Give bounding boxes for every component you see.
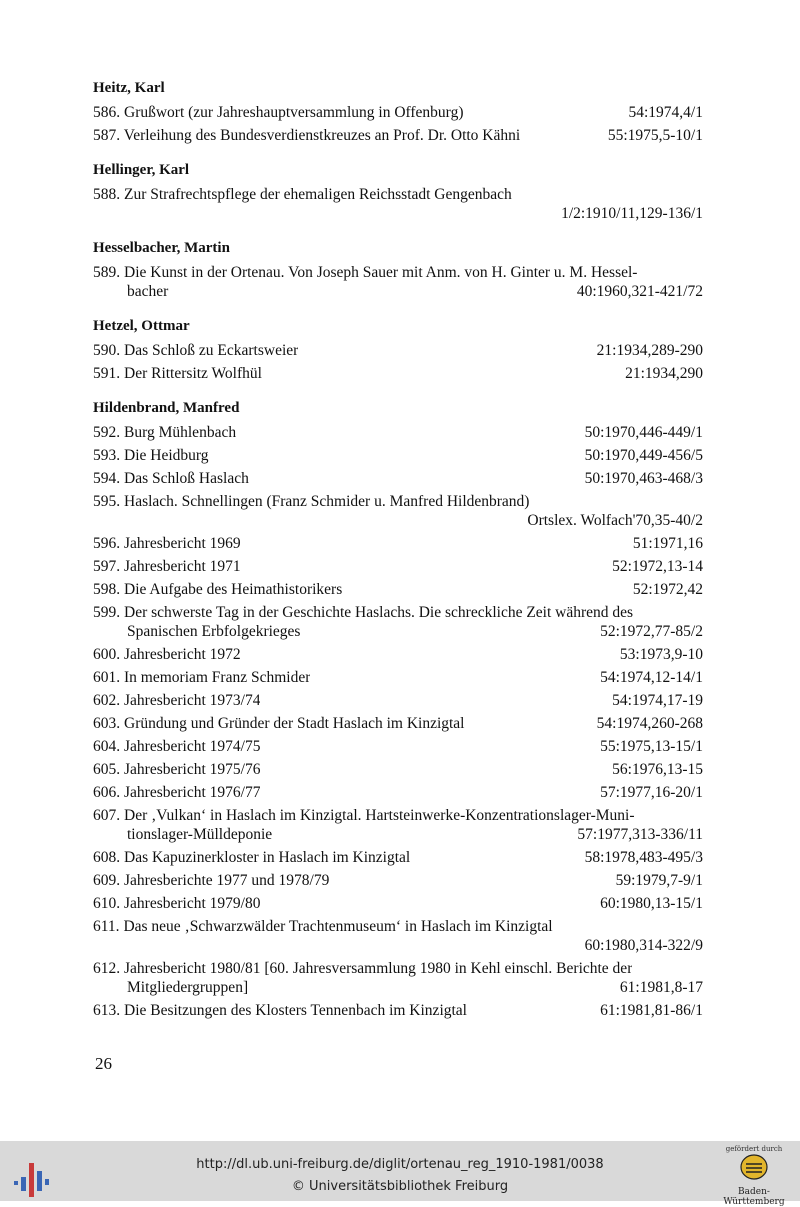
entry-title-text: In memoriam Franz Schmider [124,669,311,686]
entry-reference: 61:1981,81-86/1 [600,1002,703,1019]
bibliography-entry [93,124,703,147]
entry-reference: 57:1977,16-20/1 [600,784,703,801]
entry-title-text: Jahresberichte 1977 und 1978/79 [124,872,330,889]
entry-reference: 61:1981,8-17 [619,979,703,996]
entry-title [93,183,512,206]
entry-reference: 58:1978,483-495/3 [584,849,703,866]
bibliography-entry [93,444,703,467]
entry-title-text: Die Aufgabe des Heimathistorikers [124,581,343,598]
entry-title [93,758,260,781]
entry-number: 594. [93,470,121,487]
footer-bar [0,1141,800,1207]
entry-reference: 52:1972,42 [632,581,703,598]
entry-title [93,666,310,689]
entry-reference: 50:1970,446-449/1 [584,424,703,441]
author-heading: Hetzel, Ottmar [93,318,190,334]
entry-reference: 53:1973,9-10 [619,646,703,663]
bibliography-entry [93,601,703,643]
entry-reference: 60:1980,13-15/1 [600,895,703,912]
bibliography-entry [93,892,703,915]
entry-title [93,261,637,284]
entry-title-text: Die Heidburg [124,447,209,464]
entry-title-text: Der schwerste Tag in der Geschichte Haslachs. Die schreckliche Zeit während des [124,604,634,621]
bibliography-entry [93,804,703,846]
entry-title [93,712,465,735]
bibliography-entry [93,339,703,362]
entry-title [93,362,262,385]
bibliography-entry [93,869,703,892]
entry-number: 611. [93,918,120,935]
entry-reference: 1/2:1910/11,129-136/1 [561,205,703,222]
entry-title-text: Das neue ‚Schwarzwälder Trachtenmuseum‘ in Haslach im Kinzigtal [123,918,553,935]
entry-title-text: Burg Mühlenbach [124,424,237,441]
entry-number: 587. [93,127,121,144]
bibliography-list [93,78,703,1022]
entry-reference: 60:1980,314-322/9 [584,937,703,954]
entry-number: 610. [93,895,121,912]
entry-title-text: Jahresbericht 1976/77 [124,784,261,801]
entry-title-text: Die Besitzungen des Klosters Tennenbach im Kinzigtal [124,1002,467,1019]
entry-title [93,490,529,513]
entry-number: 602. [93,692,121,709]
baden-wuerttemberg-crest-icon [739,1153,769,1181]
entry-reference: 51:1971,16 [632,535,703,552]
entry-number: 609. [93,872,121,889]
entry-title-continuation: Mitgliedergruppen] [127,979,249,996]
bibliography-entry [93,183,703,225]
author-heading: Hellinger, Karl [93,162,190,178]
bibliography-entry [93,781,703,804]
entry-title [93,339,298,362]
entry-title [93,421,236,444]
entry-reference: 57:1977,313-336/11 [577,826,703,843]
entry-title [93,869,329,892]
entry-number: 597. [93,558,121,575]
entry-number: 600. [93,646,121,663]
entry-title-text: Das Schloß Haslach [124,470,249,487]
entry-reference: 40:1960,321-421/72 [576,283,703,300]
entry-title [93,915,553,938]
entry-reference: 54:1974,260-268 [596,715,703,732]
bibliography-entry [93,532,703,555]
bibliography-entry [93,735,703,758]
entry-title-text: Jahresbericht 1975/76 [124,761,261,778]
bibliography-entry [93,846,703,869]
entry-reference: 21:1934,289-290 [596,342,703,359]
entry-reference: 54:1974,4/1 [628,104,703,121]
entry-number: 599. [93,604,121,621]
entry-number: 608. [93,849,121,866]
entry-number: 591. [93,365,121,382]
entry-reference: 50:1970,449-456/5 [584,447,703,464]
entry-title-text: Jahresbericht 1969 [124,535,241,552]
entry-title-text: Verleihung des Bundesverdienstkreuzes an Prof. Dr. Otto Kähni [123,127,521,144]
page-number: 26 [95,1054,112,1073]
bibliography-entry [93,957,703,999]
entry-title-continuation: bacher [127,283,169,300]
entry-number: 606. [93,784,121,801]
entry-title [93,846,410,869]
entry-title [93,555,241,578]
bibliography-entry [93,467,703,490]
entry-title [93,444,209,467]
entry-number: 592. [93,424,121,441]
entry-title [93,467,249,490]
entry-title-text: Jahresbericht 1974/75 [124,738,261,755]
entry-title [93,781,260,804]
entry-reference: 59:1979,7-9/1 [615,872,703,889]
entry-title [93,999,467,1022]
bibliography-entry [93,999,703,1022]
entry-number: 588. [93,186,121,203]
entry-reference: 54:1974,12-14/1 [600,669,703,686]
entry-title [93,892,260,915]
entry-number: 612. [93,960,121,977]
entry-title [93,124,520,147]
entry-title [93,578,342,601]
entry-title-text: Grußwort (zur Jahreshauptversammlung in Offenburg) [124,104,464,121]
bibliography-entry [93,578,703,601]
author-heading: Hesselbacher, Martin [93,240,230,256]
entry-number: 586. [93,104,121,121]
entry-reference: 50:1970,463-468/3 [584,470,703,487]
entry-title-text: Das Kapuzinerkloster in Haslach im Kinzigtal [124,849,411,866]
author-heading: Heitz, Karl [93,80,165,96]
entry-title-text: Jahresbericht 1972 [124,646,241,663]
sponsor-name: Baden-Württemberg [723,1187,785,1207]
footer-copyright: © Universitätsbibliothek Freiburg [291,1179,509,1194]
bibliography-entry [93,362,703,385]
entry-number: 603. [93,715,121,732]
entry-reference: Ortslex. Wolfach'70,35-40/2 [527,512,703,529]
entry-number: 605. [93,761,121,778]
entry-number: 613. [93,1002,121,1019]
entry-title-continuation: tionslager-Mülldeponie [127,826,273,843]
bibliography-entry [93,490,703,532]
entry-title [93,532,241,555]
entry-title-text: Jahresbericht 1979/80 [124,895,261,912]
entry-reference: 55:1975,5-10/1 [607,127,703,144]
author-heading: Hildenbrand, Manfred [93,400,240,416]
entry-title-text: Der Rittersitz Wolfhül [124,365,262,382]
bibliography-entry [93,555,703,578]
bibliography-entry [93,689,703,712]
entry-title [93,101,463,124]
entry-title-continuation: Spanischen Erbfolgekrieges [127,623,301,640]
entry-title [93,735,260,758]
bibliography-entry [93,915,703,957]
bibliography-entry [93,101,703,124]
bibliography-entry [93,666,703,689]
entry-number: 590. [93,342,121,359]
entry-title-text: Der ‚Vulkan‘ in Haslach im Kinzigtal. Hartsteinwerke-Konzentrationslager-Muni- [124,807,635,824]
entry-title-text: Haslach. Schnellingen (Franz Schmider u. Manfred Hildenbrand) [124,493,530,510]
entry-title [93,643,241,666]
sponsor-small-text: gefördert durch [725,1145,783,1153]
entry-reference: 54:1974,17-19 [612,692,703,709]
entry-number: 595. [93,493,121,510]
entry-title-text: Gründung und Gründer der Stadt Haslach im Kinzigtal [124,715,465,732]
entry-number: 601. [93,669,121,686]
bibliography-entry [93,712,703,735]
entry-title-text: Jahresbericht 1980/81 [60. Jahresversammlung 1980 in Kehl einschl. Berichte der [124,960,633,977]
sponsor-logo [714,1145,794,1207]
bibliography-entry [93,643,703,666]
entry-number: 589. [93,264,121,281]
entry-number: 596. [93,535,121,552]
entry-number: 593. [93,447,121,464]
entry-number: 598. [93,581,121,598]
entry-reference: 52:1972,13-14 [612,558,703,575]
entry-number: 604. [93,738,121,755]
bibliography-entry [93,421,703,444]
entry-title-text: Die Kunst in der Ortenau. Von Joseph Sauer mit Anm. von H. Ginter u. M. Hessel- [124,264,638,281]
entry-reference: 55:1975,13-15/1 [600,738,703,755]
entry-title [93,689,260,712]
entry-reference: 56:1976,13-15 [612,761,703,778]
bibliography-entry [93,261,703,303]
bibliography-entry [93,758,703,781]
entry-reference: 21:1934,290 [625,365,703,382]
entry-title-text: Jahresbericht 1971 [124,558,241,575]
entry-title-text: Das Schloß zu Eckartsweier [124,342,299,359]
entry-title-text: Jahresbericht 1973/74 [124,692,261,709]
footer-url[interactable]: http://dl.ub.uni-freiburg.de/diglit/ortenau_reg_1910-1981/0038 [196,1157,604,1172]
entry-reference: 52:1972,77-85/2 [600,623,703,640]
entry-number: 607. [93,807,121,824]
entry-title-text: Zur Strafrechtspflege der ehemaligen Reichsstadt Gengenbach [124,186,512,203]
